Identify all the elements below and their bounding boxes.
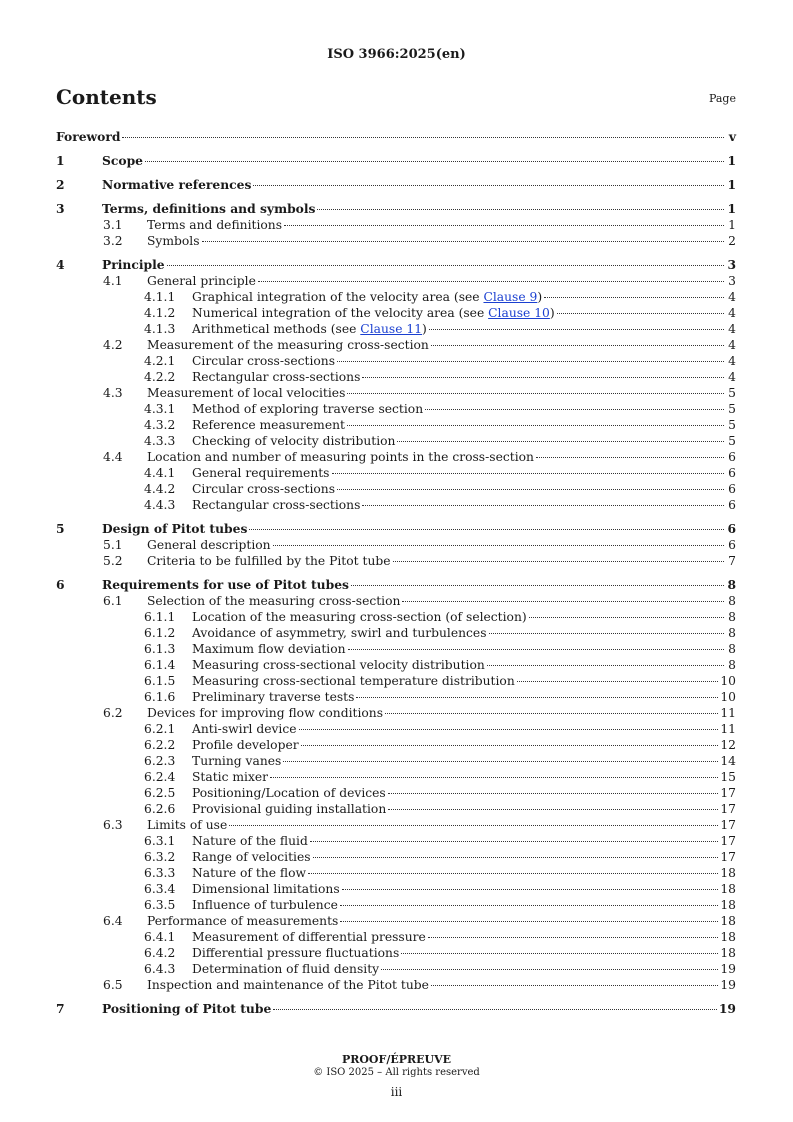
toc-entry-title: Measurement of differential pressure (192, 930, 426, 944)
toc-entry-number: 6.3.1 (144, 834, 176, 848)
toc-entry-page: 11 (720, 706, 736, 720)
toc-entry-title-text: Graphical integration of the velocity area (see (192, 290, 484, 304)
page-column-label: Page (708, 92, 736, 105)
toc-entry-number: 6.2.1 (144, 722, 176, 736)
toc-entry-title-text: Arithmetical methods (see (192, 322, 361, 336)
toc-entry-page: 8 (728, 642, 736, 656)
toc-entry-title: Design of Pitot tubes (102, 521, 248, 536)
toc-entry-title: Circular cross-sections (192, 354, 336, 368)
toc-entry-title: Checking of velocity distribution (192, 434, 396, 448)
toc-entry-number: 6.2.4 (144, 770, 176, 784)
toc-entry-page: 6 (728, 482, 736, 496)
dot-leader (529, 617, 724, 618)
toc-entry[interactable] (56, 705, 736, 721)
toc-entry-page: 14 (720, 754, 736, 768)
toc-entry-page: 17 (720, 818, 736, 832)
toc-entry-number: 6.1.6 (144, 690, 176, 704)
toc-entry-title: Provisional guiding installation (192, 802, 387, 816)
toc-entry-number: 6.1 (103, 594, 123, 608)
dot-leader (381, 969, 718, 970)
toc-entry-page: 10 (720, 690, 736, 704)
dot-leader (310, 841, 718, 842)
dot-leader (258, 281, 724, 282)
dot-leader (284, 225, 724, 226)
dot-leader (347, 393, 724, 394)
toc-entry-number: 4.1 (103, 274, 123, 288)
dot-leader (429, 329, 724, 330)
toc-entry[interactable] (56, 449, 736, 465)
toc-entry[interactable] (56, 689, 736, 705)
toc-entry-page: 18 (720, 946, 736, 960)
toc-entry-page: 17 (720, 834, 736, 848)
toc-entry-page: 6 (728, 450, 736, 464)
toc-entry[interactable] (56, 465, 736, 481)
toc-entry-page: 6 (727, 521, 736, 536)
toc-entry-title: Devices for improving flow conditions (147, 706, 384, 720)
toc-entry-page: 18 (720, 882, 736, 896)
toc-entry[interactable] (56, 673, 736, 689)
toc-entry-title-text: Numerical integration of the velocity area (see (192, 306, 489, 320)
dot-leader (431, 985, 718, 986)
toc-entry-title: Measurement of local velocities (147, 386, 346, 400)
toc-entry-number: 6.3.5 (144, 898, 176, 912)
clause-link[interactable]: Clause 9 (483, 290, 538, 304)
toc-entry-number: 6.2.3 (144, 754, 176, 768)
toc-entry-number: 6.3.4 (144, 882, 176, 896)
toc-entry-number: 6.3 (103, 818, 123, 832)
toc-entry-number: 4.2 (103, 338, 123, 352)
toc-entry-number: 6.2.2 (144, 738, 176, 752)
dot-leader (362, 377, 724, 378)
toc-entry-number: 4.4.3 (144, 498, 176, 512)
toc-entry-number: 6.4 (103, 914, 123, 928)
toc-entry-title: General description (147, 538, 271, 552)
toc-entry[interactable] (56, 977, 736, 993)
toc-entry[interactable] (56, 897, 736, 913)
contents-title: Contents (56, 85, 157, 109)
toc-entry[interactable] (56, 753, 736, 769)
toc-entry-number: 4.4 (103, 450, 123, 464)
toc-entry-page: 8 (727, 577, 736, 592)
toc-entry-page: 19 (720, 962, 736, 976)
toc-entry-title: Performance of measurements (147, 914, 339, 928)
toc-entry-page: 5 (728, 434, 736, 448)
dot-leader (487, 665, 724, 666)
toc-entry[interactable] (56, 865, 736, 881)
toc-entry-title-text: ) (537, 290, 543, 304)
toc-entry[interactable] (56, 353, 736, 369)
toc-entry[interactable] (56, 273, 736, 289)
toc-entry-page: 6 (728, 538, 736, 552)
toc-entry-page: 18 (720, 930, 736, 944)
toc-entry[interactable] (56, 537, 736, 553)
dot-leader (347, 425, 724, 426)
dot-leader (340, 921, 718, 922)
toc-entry-title: Nature of the flow (192, 866, 307, 880)
toc-entry[interactable] (56, 641, 736, 657)
toc-entry-page: 8 (728, 658, 736, 672)
toc-entry-page: 4 (728, 290, 736, 304)
toc-entry-number: 4.4.2 (144, 482, 176, 496)
toc-entry-title: General principle (147, 274, 256, 288)
dot-leader (388, 809, 718, 810)
dot-leader (425, 409, 724, 410)
toc-entry-number: 6.1.2 (144, 626, 176, 640)
toc-entry-page: 17 (720, 850, 736, 864)
toc-entry-page: 17 (720, 786, 736, 800)
toc-entry-page: 10 (720, 674, 736, 688)
toc-entry-page: 6 (728, 466, 736, 480)
toc-entry-number: 4.1.2 (144, 306, 176, 320)
toc-entry[interactable] (56, 401, 736, 417)
toc-entry[interactable] (56, 929, 736, 945)
toc-entry-page: 1 (727, 201, 736, 216)
toc-entry-number: 5.2 (103, 554, 123, 568)
dot-leader (249, 529, 724, 530)
dot-leader (356, 697, 718, 698)
toc-entry-number: 6.3.2 (144, 850, 176, 864)
toc-entry-number: 5.1 (103, 538, 123, 552)
toc-entry-number: 4 (56, 257, 65, 272)
toc-entry-title: Normative references (102, 177, 252, 192)
toc-entry-number: 6.4.1 (144, 930, 176, 944)
dot-leader (517, 681, 719, 682)
dot-leader (428, 937, 719, 938)
dot-leader (317, 209, 724, 210)
toc-entry-title: Profile developer (192, 738, 299, 752)
dot-leader (273, 545, 724, 546)
toc-entry-number: 6.1.1 (144, 610, 176, 624)
toc-entry-title: Measuring cross-sectional velocity distribution (192, 658, 485, 672)
toc-entry-title: Determination of fluid density (192, 962, 380, 976)
toc-entry-page: 1 (728, 218, 736, 232)
toc-entry[interactable] (56, 961, 736, 977)
toc-entry[interactable] (56, 553, 736, 569)
dot-leader (402, 601, 724, 602)
toc-entry[interactable] (56, 337, 736, 353)
toc-entry-number: 2 (56, 177, 65, 192)
toc-entry-number: 4.2.2 (144, 370, 176, 384)
toc-entry-title: Static mixer (192, 770, 269, 784)
toc-entry-title: Terms, definitions and symbols (102, 201, 316, 216)
toc-entry-page: 18 (720, 866, 736, 880)
document-id: ISO 3966:2025(en) (327, 47, 466, 62)
toc-entry[interactable] (56, 289, 736, 305)
toc-entry-page: 4 (728, 354, 736, 368)
toc-entry-number: 4.3.3 (144, 434, 176, 448)
toc-entry-page: 2 (728, 234, 736, 248)
toc-entry-number: 4.3.2 (144, 418, 176, 432)
toc-entry-page: 7 (728, 554, 736, 568)
toc-entry-number: 6.3.3 (144, 866, 176, 880)
toc-entry[interactable] (56, 201, 736, 217)
toc-entry-number: 4.4.1 (144, 466, 176, 480)
toc-entry-title: Rectangular cross-sections (192, 370, 361, 384)
toc-entry[interactable] (56, 497, 736, 513)
dot-leader (308, 873, 718, 874)
toc-entry-page: 18 (720, 898, 736, 912)
toc-entry-number: 5 (56, 521, 65, 536)
toc-entry-page: 3 (728, 274, 736, 288)
toc-entry-title: Positioning/Location of devices (192, 786, 386, 800)
dot-leader (167, 265, 724, 266)
toc-entry-title-text: ) (549, 306, 555, 320)
toc-entry-title: Criteria to be fulfilled by the Pitot tube (147, 554, 391, 568)
toc-entry-page: 4 (728, 370, 736, 384)
toc-entry[interactable] (56, 609, 736, 625)
toc-entry-title: Differential pressure fluctuations (192, 946, 400, 960)
toc-entry-title: Maximum flow deviation (192, 642, 346, 656)
toc-entry-title: Measuring cross-sectional temperature distribution (192, 674, 515, 688)
toc-entry-number: 6.1.5 (144, 674, 176, 688)
toc-entry-number: 1 (56, 153, 65, 168)
toc-entry-title: Anti-swirl device (192, 722, 297, 736)
toc-entry[interactable] (56, 385, 736, 401)
toc-entry-title: General requirements (192, 466, 330, 480)
dot-leader (393, 561, 724, 562)
dot-leader (557, 313, 724, 314)
toc-entry-title (192, 321, 427, 337)
toc-entry[interactable] (56, 625, 736, 641)
toc-entry-page: 8 (728, 594, 736, 608)
toc-entry-title: Inspection and maintenance of the Pitot tube (147, 978, 429, 992)
toc-entry[interactable] (56, 217, 736, 233)
clause-link[interactable]: Clause 11 (360, 322, 423, 336)
dot-leader (348, 649, 724, 650)
toc-entry[interactable] (56, 233, 736, 249)
toc-entry[interactable] (56, 657, 736, 673)
toc-entry-title: Foreword (56, 129, 121, 144)
toc-entry-page: 12 (720, 738, 736, 752)
dot-leader (253, 185, 724, 186)
dot-leader (489, 633, 724, 634)
toc-entry-title: Selection of the measuring cross-section (147, 594, 401, 608)
toc-entry[interactable] (56, 737, 736, 753)
dot-leader (202, 241, 724, 242)
copyright-notice: © ISO 2025 – All rights reserved (313, 1067, 480, 1078)
toc-entry-number: 6.2.6 (144, 802, 176, 816)
dot-leader (337, 489, 724, 490)
dot-leader (342, 889, 719, 890)
toc-entry[interactable] (56, 369, 736, 385)
toc-entry-number: 6.1.3 (144, 642, 176, 656)
toc-entry-title: Requirements for use of Pitot tubes (102, 577, 349, 592)
toc-entry[interactable] (56, 321, 736, 337)
toc-entry[interactable] (56, 945, 736, 961)
dot-leader (145, 161, 724, 162)
table-of-contents (56, 129, 736, 1017)
toc-entry-page: 4 (728, 306, 736, 320)
toc-entry-page: 6 (728, 498, 736, 512)
dot-leader (270, 777, 718, 778)
toc-entry-title: Location of the measuring cross-section (of selection) (192, 610, 527, 624)
dot-leader (229, 825, 718, 826)
toc-entry[interactable] (56, 521, 736, 537)
toc-entry-number: 3.2 (103, 234, 123, 248)
toc-entry-number: 6.4.2 (144, 946, 176, 960)
toc-entry-number: 7 (56, 1001, 65, 1016)
toc-entry-page: 19 (720, 978, 736, 992)
dot-leader (301, 745, 719, 746)
dot-leader (122, 137, 724, 138)
toc-entry-title: Reference measurement (192, 418, 345, 432)
dot-leader (313, 857, 719, 858)
proof-label: PROOF/ÉPREUVE (341, 1053, 452, 1066)
toc-entry-title: Range of velocities (192, 850, 311, 864)
toc-entry[interactable] (56, 481, 736, 497)
toc-entry[interactable] (56, 849, 736, 865)
toc-entry-number: 4.3 (103, 386, 123, 400)
toc-entry-page: 5 (728, 418, 736, 432)
toc-entry-number: 3 (56, 201, 65, 216)
toc-entry-title: Dimensional limitations (192, 882, 340, 896)
toc-entry-number: 6.5 (103, 978, 123, 992)
toc-entry[interactable] (56, 153, 736, 169)
toc-entry-title: Preliminary traverse tests (192, 690, 355, 704)
toc-entry-number: 6.2.5 (144, 786, 176, 800)
dot-leader (401, 953, 718, 954)
dot-leader (283, 761, 718, 762)
toc-entry[interactable] (56, 785, 736, 801)
toc-entry-foreword[interactable] (56, 129, 736, 145)
toc-entry-page: 18 (720, 914, 736, 928)
toc-entry[interactable] (56, 305, 736, 321)
toc-entry-number: 3.1 (103, 218, 123, 232)
toc-entry-title: Rectangular cross-sections (192, 498, 361, 512)
dot-leader (362, 505, 724, 506)
toc-entry-title: Method of exploring traverse section (192, 402, 424, 416)
toc-entry-title (192, 289, 542, 305)
dot-leader (332, 473, 725, 474)
dot-leader (536, 457, 724, 458)
toc-entry-title: Turning vanes (192, 754, 282, 768)
toc-entry[interactable] (56, 833, 736, 849)
toc-entry-page: 15 (720, 770, 736, 784)
toc-entry-page: v (728, 129, 736, 144)
toc-entry-page: 5 (728, 402, 736, 416)
toc-entry-number: 4.3.1 (144, 402, 176, 416)
toc-entry[interactable] (56, 417, 736, 433)
page-number: iii (390, 1085, 403, 1099)
dot-leader (337, 361, 724, 362)
toc-entry-page: 3 (727, 257, 736, 272)
toc-entry[interactable] (56, 577, 736, 593)
dot-leader (351, 585, 724, 586)
toc-entry-title: Circular cross-sections (192, 482, 336, 496)
dot-leader (544, 297, 724, 298)
clause-link[interactable]: Clause 10 (488, 306, 550, 320)
toc-entry[interactable] (56, 721, 736, 737)
toc-entry-title: Positioning of Pitot tube (102, 1001, 272, 1016)
toc-entry-title: Scope (102, 153, 143, 168)
toc-entry[interactable] (56, 881, 736, 897)
toc-entry-number: 6.2 (103, 706, 123, 720)
toc-entry[interactable] (56, 257, 736, 273)
toc-entry[interactable] (56, 801, 736, 817)
toc-entry[interactable] (56, 1001, 736, 1017)
toc-entry-title: Location and number of measuring points in the cross-section (147, 450, 534, 464)
toc-entry-number: 4.1.3 (144, 322, 176, 336)
toc-entry-page: 5 (728, 386, 736, 400)
toc-entry-title: Principle (102, 257, 165, 272)
toc-entry-page: 1 (727, 153, 736, 168)
toc-entry-page: 1 (727, 177, 736, 192)
toc-entry-title: Influence of turbulence (192, 898, 338, 912)
toc-entry-title: Symbols (147, 234, 200, 248)
toc-entry-page: 19 (718, 1001, 736, 1016)
toc-entry[interactable] (56, 433, 736, 449)
toc-entry[interactable] (56, 817, 736, 833)
dot-leader (273, 1009, 717, 1010)
toc-entry[interactable] (56, 913, 736, 929)
toc-entry-page: 8 (728, 610, 736, 624)
toc-entry-number: 6.1.4 (144, 658, 176, 672)
dot-leader (299, 729, 719, 730)
toc-entry-title: Measurement of the measuring cross-section (147, 338, 429, 352)
toc-entry-number: 6.4.3 (144, 962, 176, 976)
toc-entry-page: 4 (728, 322, 736, 336)
toc-entry-title: Nature of the fluid (192, 834, 308, 848)
dot-leader (385, 713, 718, 714)
toc-entry-title-text: ) (422, 322, 427, 336)
toc-entry-number: 4.1.1 (144, 290, 176, 304)
dot-leader (397, 441, 724, 442)
dot-leader (340, 905, 718, 906)
toc-entry-title (192, 305, 555, 321)
toc-entry-title: Terms and definitions (147, 218, 283, 232)
toc-entry-page: 8 (728, 626, 736, 640)
toc-entry-title: Avoidance of asymmetry, swirl and turbulences (192, 626, 487, 640)
toc-entry[interactable] (56, 177, 736, 193)
toc-entry-page: 11 (720, 722, 736, 736)
dot-leader (431, 345, 724, 346)
toc-entry-title: Limits of use (147, 818, 228, 832)
toc-entry-number: 6 (56, 577, 65, 592)
toc-entry[interactable] (56, 769, 736, 785)
toc-entry-number: 4.2.1 (144, 354, 176, 368)
dot-leader (388, 793, 719, 794)
toc-entry-page: 17 (720, 802, 736, 816)
toc-entry-page: 4 (728, 338, 736, 352)
toc-entry[interactable] (56, 593, 736, 609)
